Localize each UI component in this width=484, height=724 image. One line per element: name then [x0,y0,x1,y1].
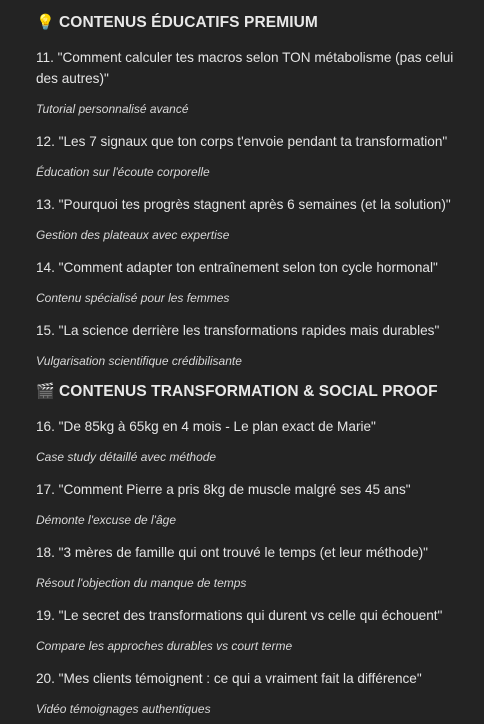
section-heading-transformation [36,383,438,401]
list-item-title: 17. "Comment Pierre a pris 8kg de muscle malgré ses 45 ans" [36,482,411,497]
list-item-description: Compare les approches durables vs court terme [36,639,293,653]
list-item-description: Résout l'objection du manque de temps [36,576,247,590]
list-item-title: 19. "Le secret des transformations qui durent vs celle qui échouent" [36,608,443,623]
section-title: CONTENUS ÉDUCATIFS PREMIUM [59,14,318,31]
list-item-description: Vulgarisation scientifique crédibilisante [36,354,242,368]
section-title: CONTENUS TRANSFORMATION & SOCIAL PROOF [59,383,438,400]
list-item-description: Démonte l'excuse de l'âge [36,513,176,527]
list-item-title: 12. "Les 7 signaux que ton corps t'envoie pendant ta transformation" [36,134,448,149]
list-item-description: Tutorial personnalisé avancé [36,102,189,116]
list-item-title: 15. "La science derrière les transformations rapides mais durables" [36,323,440,338]
clapperboard-icon: 🎬 [36,383,55,400]
list-item-title: 18. "3 mères de famille qui ont trouvé le temps (et leur méthode)" [36,545,428,560]
list-item-description: Vidéo témoignages authentiques [36,702,211,716]
list-item-description: Gestion des plateaux avec expertise [36,228,230,242]
list-item-description: Case study détaillé avec méthode [36,450,217,464]
list-item-description: Éducation sur l'écoute corporelle [36,165,210,179]
list-item-title: 13. "Pourquoi tes progrès stagnent après 6 semaines (et la solution)" [36,197,451,212]
list-item-title: 11. "Comment calculer tes macros selon TON métabolisme (pas celui des autres)" [36,50,454,86]
list-item-title: 20. "Mes clients témoignent : ce qui a vraiment fait la différence" [36,671,422,686]
lightbulb-icon: 💡 [36,14,55,31]
section-heading-educatifs [36,14,318,32]
list-item-title: 14. "Comment adapter ton entraînement selon ton cycle hormonal" [36,260,438,275]
list-item-description: Contenu spécialisé pour les femmes [36,291,230,305]
list-item-title: 16. "De 85kg à 65kg en 4 mois - Le plan exact de Marie" [36,419,376,434]
